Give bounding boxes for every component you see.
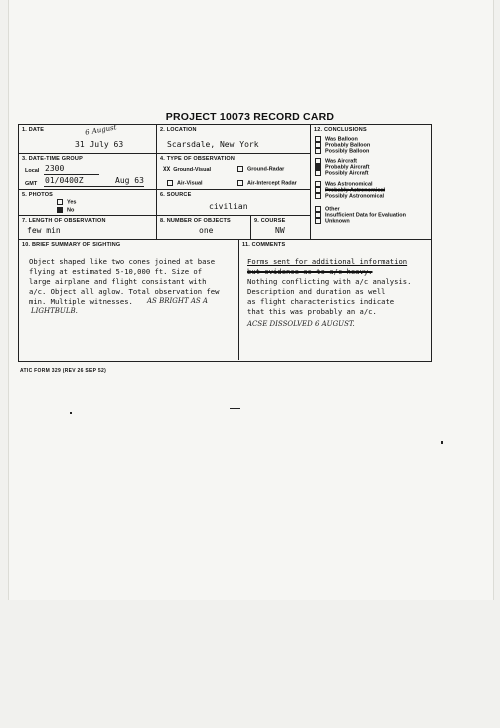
course-label: 9. COURSE (254, 218, 286, 224)
checkbox (315, 218, 321, 224)
gmt-underline (44, 186, 144, 187)
conc-possibly-balloon: Possibly Balloon (315, 148, 369, 155)
conc-unknown: Unknown (315, 218, 350, 225)
summary-line-4: a/c. Object all aglow. Total observation few (29, 287, 220, 296)
conc-probably-balloon: Probably Balloon (315, 142, 370, 149)
date-value: 31 July 63 (75, 140, 124, 149)
objects-cell (157, 216, 251, 240)
summary-label: 10. BRIEF SUMMARY OF SIGHTING (22, 242, 121, 248)
course-value: NW (275, 226, 285, 235)
checkbox (57, 199, 63, 205)
objects-label: 8. NUMBER OF OBJECTS (160, 218, 231, 224)
comments-line-6: that this was probably an a/c. (247, 307, 377, 316)
photos-yes: Yes (57, 199, 76, 205)
summary-line-3: large airplane and flight consistant with (29, 277, 207, 286)
ground-visual-check: XX (163, 166, 171, 173)
conc-was-balloon: Was Balloon (315, 136, 358, 143)
source-cell (157, 190, 311, 216)
objects-value: one (199, 226, 214, 235)
local-underline (44, 174, 99, 175)
card-title: PROJECT 10073 RECORD CARD (165, 111, 335, 123)
summary-line-2: flying at estimated 5-10,000 ft. Size of (29, 267, 203, 276)
form-number: ATIC FORM 329 (REV 26 SEP 52) (20, 368, 107, 374)
conc-probably-aircraft: Probably Aircraft (315, 164, 369, 171)
scan-speck (230, 408, 240, 409)
conc-probably-astronomical: Probably Astronomical (315, 187, 385, 194)
datetime-label: 3. DATE-TIME GROUP (22, 156, 83, 162)
conc-was-aircraft: Was Aircraft (315, 158, 357, 165)
conc-insufficient-data: Insufficient Data for Evaluation (315, 212, 406, 219)
checkbox (315, 170, 321, 176)
location-value: Scarsdale, New York (167, 140, 259, 149)
course-cell (251, 216, 311, 240)
photos-cell (19, 190, 157, 216)
gmt-value: 01/0400Z (45, 176, 84, 185)
gmt-month: Aug 63 (115, 176, 144, 185)
local-value: 2300 (45, 164, 65, 173)
comments-line-5: as flight characteristics indicate (247, 297, 395, 306)
source-label: 6. SOURCE (160, 192, 192, 198)
comments-label: 11. COMMENTS (242, 242, 286, 248)
location-label: 2. LOCATION (160, 127, 197, 133)
checkbox (237, 180, 243, 186)
comments-line-2: but evidence as to a/c heavy. (247, 267, 373, 276)
photos-label: 5. PHOTOS (22, 192, 54, 198)
location-cell (157, 125, 311, 154)
summary-line-5: min. Multiple witnesses. (29, 297, 133, 306)
date-handwritten: 6 August (84, 123, 118, 137)
ground-visual-option: XX Ground-Visual (163, 166, 212, 173)
checkbox (237, 166, 243, 172)
scan-speck (70, 412, 72, 414)
air-visual-option: Air-Visual (167, 180, 203, 186)
observation-type-label: 4. TYPE OF OBSERVATION (160, 156, 235, 162)
checkbox (167, 180, 173, 186)
photos-no: No (57, 207, 74, 213)
record-card (18, 124, 432, 362)
checkbox-checked (57, 207, 63, 213)
conc-possibly-aircraft: Possibly Aircraft (315, 170, 369, 177)
datetime-cell (19, 154, 157, 190)
gmt-label: GMT (25, 181, 38, 187)
checkbox (315, 193, 321, 199)
summary-handwritten-2: LIGHTBULB. (31, 307, 78, 315)
length-label: 7. LENGTH OF OBSERVATION (22, 218, 106, 224)
comments-line-3: Nothing conflicting with a/c analysis. (247, 277, 412, 286)
local-label: Local (25, 168, 40, 174)
checkbox (315, 148, 321, 154)
date-cell (19, 125, 157, 154)
summary-line-1: Object shaped like two cones joined at base (29, 257, 216, 266)
observation-type-cell (157, 154, 311, 190)
conc-possibly-astronomical: Possibly Astronomical (315, 193, 384, 200)
date-label: 1. DATE (22, 127, 45, 133)
conclusions-label: 12. CONCLUSIONS (314, 127, 367, 133)
summary-handwritten-1: AS BRIGHT AS A (147, 297, 208, 305)
source-value: civilian (209, 202, 248, 211)
air-intercept-option: Air-Intercept Radar (237, 180, 297, 186)
summary-cell (19, 240, 239, 360)
comments-line-1: Forms sent for additional information (247, 257, 408, 266)
length-value: few min (27, 226, 61, 235)
scan-speck (441, 441, 443, 444)
conc-was-astronomical: Was Astronomical (315, 181, 373, 188)
comments-line-4: Description and duration as well (247, 287, 386, 296)
comments-handwritten: ACSE DISSOLVED 6 AUGUST. (247, 320, 355, 328)
conclusions-cell (311, 125, 431, 240)
conc-other: Other (315, 206, 340, 213)
ground-radar-option: Ground-Radar (237, 166, 284, 172)
comments-cell (239, 240, 431, 360)
length-cell (19, 216, 157, 240)
